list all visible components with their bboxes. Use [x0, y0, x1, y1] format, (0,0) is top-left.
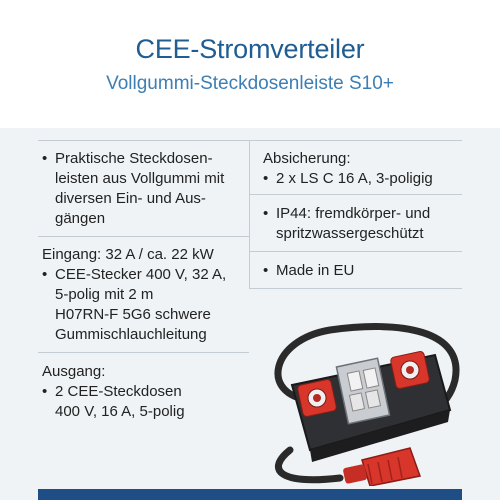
feature-material-line: gängen — [55, 210, 106, 227]
made-in-line: Made in EU — [276, 262, 355, 279]
cee-socket-left — [297, 379, 337, 417]
ausgang-line: 2 CEE-Steckdosen — [55, 383, 182, 400]
eingang-line: 5-polig mit 2 m — [55, 286, 154, 303]
bullet-mark: • — [42, 383, 48, 400]
absicherung-heading: Absicherung: — [263, 150, 351, 167]
bullet-mark: • — [42, 266, 48, 283]
absicherung-line: 2 x LS C 16 A, 3-poligig — [276, 170, 433, 187]
header-band — [0, 0, 500, 128]
feature-material-line: diversen Ein- und Aus- — [55, 190, 206, 207]
ip-rating-line: IP44: fremdkörper- und — [276, 205, 431, 222]
feature-material-line: leisten aus Vollgummi mit — [55, 170, 225, 187]
divider-top — [38, 140, 462, 141]
divider-right-2 — [249, 251, 462, 252]
bullet-mark: • — [42, 150, 48, 167]
bullet-mark: • — [263, 170, 269, 187]
cee-plug — [343, 448, 420, 486]
divider-left-1 — [38, 236, 249, 237]
feature-material-line: Praktische Steckdosen- — [55, 150, 213, 167]
eingang-line: CEE-Stecker 400 V, 32 A, — [55, 266, 227, 283]
footer-bar — [38, 489, 462, 500]
divider-left-2 — [38, 352, 249, 353]
divider-right-1 — [249, 194, 462, 195]
eingang-heading: Eingang: 32 A / ca. 22 kW — [42, 246, 214, 263]
ausgang-line: 400 V, 16 A, 5-polig — [55, 403, 185, 420]
page-subtitle: Vollgummi-Steckdosenleiste S10+ — [106, 73, 394, 94]
cee-socket-right — [390, 351, 430, 389]
eingang-line: H07RN-F 5G6 schwere — [55, 306, 211, 323]
ip-rating-line: spritzwassergeschützt — [276, 225, 424, 242]
ausgang-heading: Ausgang: — [42, 363, 106, 380]
divider-vertical — [249, 140, 250, 288]
divider-right-3 — [249, 288, 462, 289]
page-title: CEE-Stromverteiler — [135, 34, 365, 64]
bullet-mark: • — [263, 262, 269, 279]
power-distributor-image — [250, 300, 480, 486]
bullet-mark: • — [263, 205, 269, 222]
eingang-line: Gummischlauchleitung — [55, 326, 207, 343]
